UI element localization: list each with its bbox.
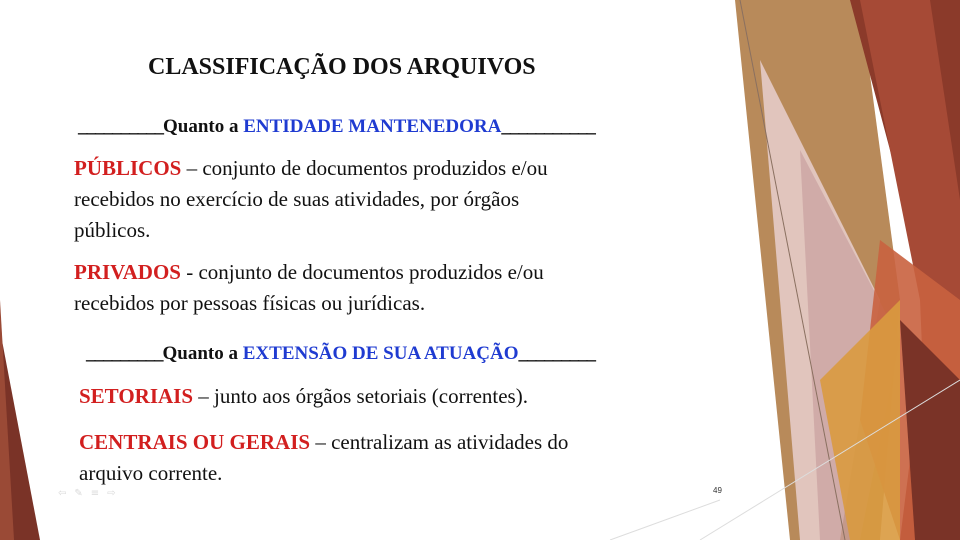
paragraph-privados (74, 257, 544, 319)
term-setoriais: SETORIAIS (79, 384, 194, 408)
centrais-line-1: – centralizam as atividades do (310, 430, 569, 454)
publicos-line-2: recebidos no exercício de suas atividades, por órgãos (74, 187, 520, 211)
menu-icon[interactable]: ≡ (90, 488, 100, 499)
section-heading-extensao (86, 343, 595, 365)
forward-arrow-icon[interactable]: ⇨ (107, 488, 116, 499)
heading-highlight: ENTIDADE MANTENEDORA (243, 116, 502, 137)
term-centrais: CENTRAIS OU GERAIS (79, 430, 311, 454)
publicos-line-1: – conjunto de documentos produzidos e/ou (181, 156, 548, 180)
heading-rule-right: _________ (518, 343, 595, 364)
heading-prefix: Quanto a (162, 343, 243, 364)
paragraph-setoriais (79, 381, 528, 412)
section-heading-entidade (78, 116, 595, 138)
pen-icon[interactable]: ✎ (74, 488, 83, 499)
slide-title: CLASSIFICAÇÃO DOS ARQUIVOS (148, 54, 536, 80)
term-publicos: PÚBLICOS (74, 156, 182, 180)
term-privados: PRIVADOS (74, 260, 181, 284)
privados-line-1: - conjunto de documentos produzidos e/ou (180, 260, 544, 284)
paragraph-centrais (79, 427, 568, 489)
heading-prefix: Quanto a (163, 116, 244, 137)
back-arrow-icon[interactable]: ⇦ (58, 488, 67, 499)
heading-rule-left: __________ (78, 116, 163, 137)
setoriais-line-1: – junto aos órgãos setoriais (correntes). (193, 384, 528, 408)
heading-highlight: EXTENSÃO DE SUA ATUAÇÃO (242, 343, 519, 364)
heading-rule-left: _________ (86, 343, 163, 364)
heading-rule-right: ___________ (501, 116, 595, 137)
centrais-line-2: arquivo corrente. (79, 461, 223, 485)
publicos-line-3: públicos. (74, 218, 151, 242)
slideshow-nav (58, 488, 116, 499)
page-number: 49 (713, 486, 722, 495)
privados-line-2: recebidos por pessoas físicas ou jurídicas. (74, 291, 426, 315)
paragraph-publicos (74, 153, 548, 246)
